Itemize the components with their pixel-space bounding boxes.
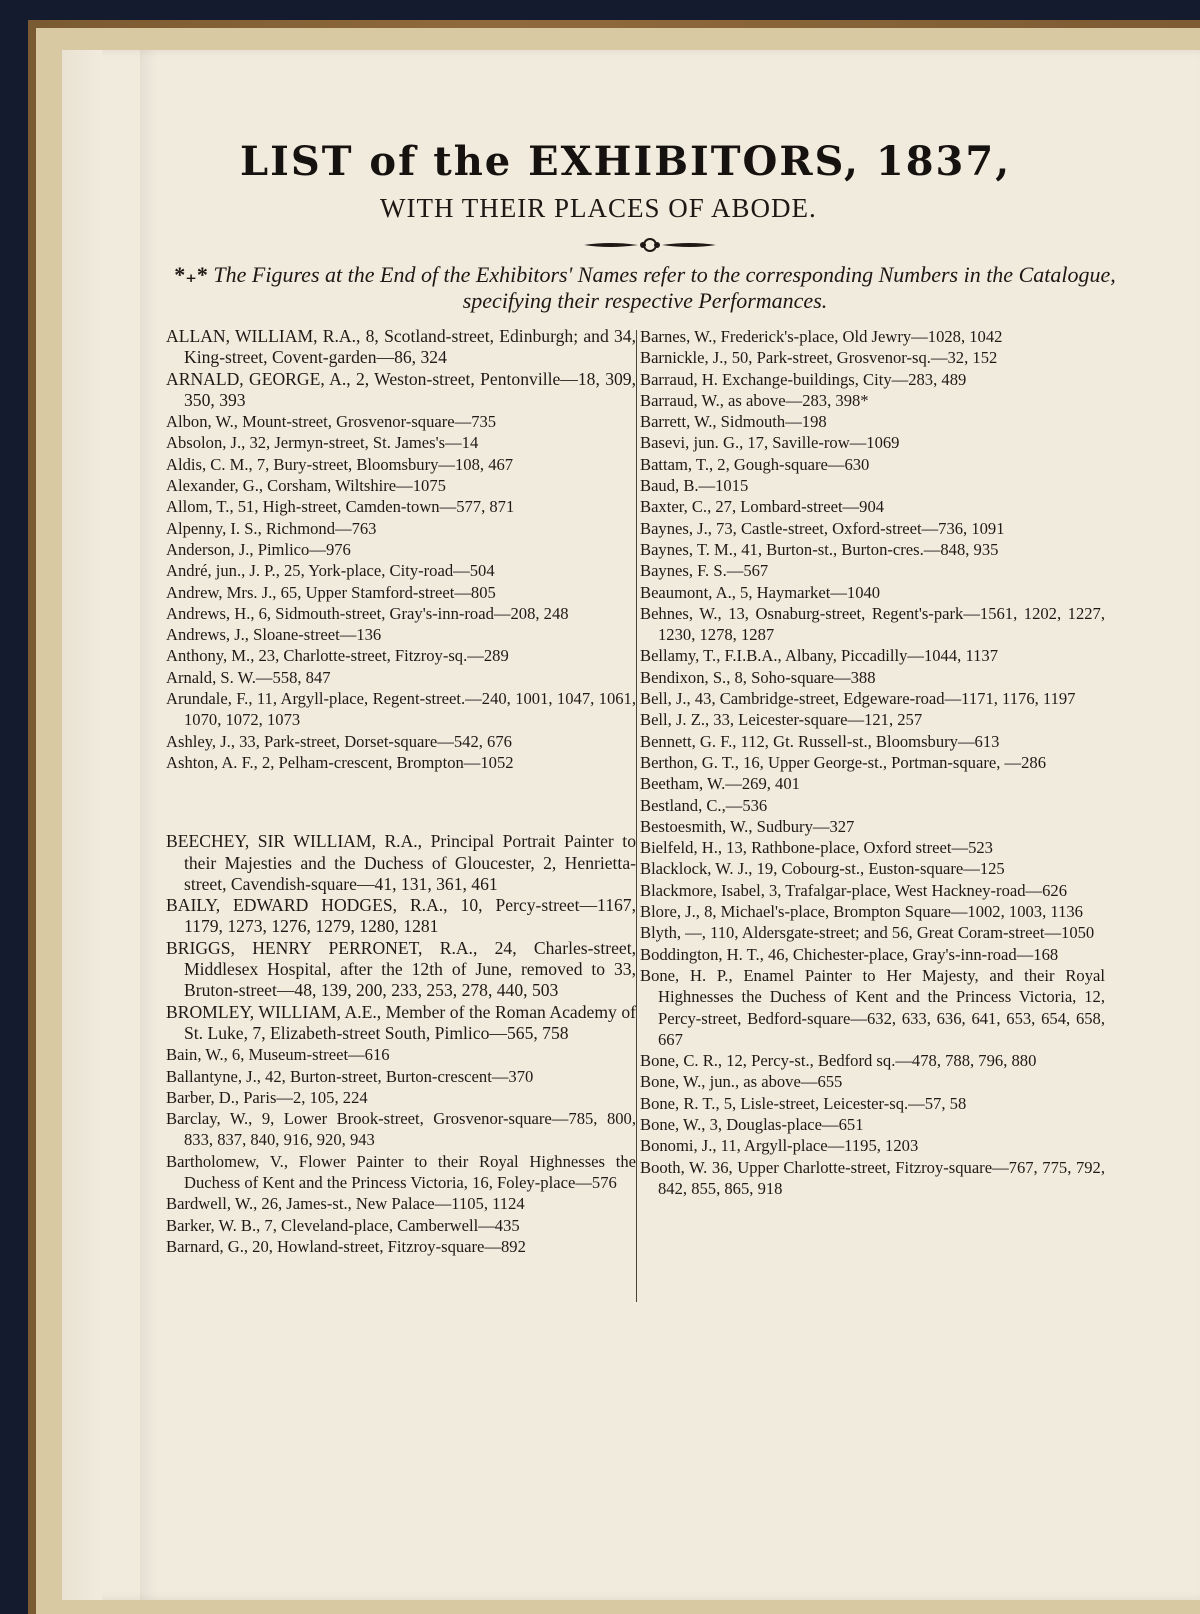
exhibitor-entry: Barclay, W., 9, Lower Brook-street, Grosvenor-square—785, 800, 833, 837, 840, 916, 920, 943 xyxy=(166,1109,636,1150)
exhibitor-entry: Anderson, J., Pimlico—976 xyxy=(166,539,351,559)
exhibitor-entry: Blore, J., 8, Michael's-place, Brompton Square—1002, 1003, 1136 xyxy=(640,902,1083,922)
exhibitor-entry: Bone, R. T., 5, Lisle-street, Leicester-sq.—57, 58 xyxy=(640,1093,967,1113)
exhibitor-entry: Bell, J., 43, Cambridge-street, Edgeware-road—1171, 1176, 1197 xyxy=(640,689,1076,709)
exhibitor-entry: Bielfeld, H., 13, Rathbone-place, Oxford street—523 xyxy=(640,838,993,858)
exhibitor-entry: Beetham, W.—269, 401 xyxy=(640,774,800,794)
ornament-divider-icon xyxy=(580,235,720,255)
left-column xyxy=(166,326,636,1257)
exhibitor-entry: Arundale, F., 11, Argyll-place, Regent-street.—240, 1001, 1047, 1061, 1070, 1072, 1073 xyxy=(166,689,636,730)
exhibitor-entry: Bone, C. R., 12, Percy-st., Bedford sq.—478, 788, 796, 880 xyxy=(640,1051,1037,1071)
exhibitor-entry: ARNALD, GEORGE, A., 2, Weston-street, Pentonville—18, 309, 350, 393 xyxy=(166,368,636,410)
exhibitor-entry: Blyth, —, 110, Aldersgate-street; and 56, Great Coram-street—1050 xyxy=(640,923,1095,943)
exhibitor-entry: Barker, W. B., 7, Cleveland-place, Camberwell—435 xyxy=(166,1215,520,1235)
exhibitor-entry: BAILY, EDWARD HODGES, R.A., 10, Percy-street—1167, 1179, 1273, 1276, 1279, 1280, 1281 xyxy=(166,895,636,937)
exhibitor-entry: Bestoesmith, W., Sudbury—327 xyxy=(640,816,855,836)
exhibitor-entry: Absolon, J., 32, Jermyn-street, St. James's—14 xyxy=(166,433,479,453)
exhibitor-entry: Barrett, W., Sidmouth—198 xyxy=(640,412,827,432)
exhibitor-entry: Berthon, G. T., 16, Upper George-st., Portman-square, —286 xyxy=(640,752,1047,772)
exhibitor-entry: Bestland, C.,—536 xyxy=(640,795,768,815)
exhibitor-group-a xyxy=(166,326,636,773)
exhibitor-entry: Barnickle, J., 50, Park-street, Grosvenor-sq.—32, 152 xyxy=(640,348,998,368)
exhibitor-entry: Andrews, J., Sloane-street—136 xyxy=(166,625,382,645)
exhibitor-entry: Baynes, F. S.—567 xyxy=(640,561,769,581)
catalogue-note xyxy=(150,262,1140,314)
exhibitor-entry: André, jun., J. P., 25, York-place, City-road—504 xyxy=(166,561,495,581)
exhibitor-entry: Barraud, H. Exchange-buildings, City—283, 489 xyxy=(640,369,967,389)
exhibitor-entry: Battam, T., 2, Gough-square—630 xyxy=(640,454,870,474)
right-column xyxy=(640,326,1105,1199)
exhibitor-entry: Bennett, G. F., 112, Gt. Russell-st., Bloomsbury—613 xyxy=(640,731,1000,751)
exhibitor-entry: Ashley, J., 33, Park-street, Dorset-square—542, 676 xyxy=(166,731,512,751)
note-text: The Figures at the End of the Exhibitors' Names refer to the corresponding Numbers in the Catalogue, specifying their respective Performances. xyxy=(213,262,1116,313)
exhibitor-entry: Baynes, T. M., 41, Burton-st., Burton-cres.—848, 935 xyxy=(640,539,999,559)
exhibitor-entry: Bell, J. Z., 33, Leicester-square—121, 257 xyxy=(640,710,923,730)
exhibitor-entry: Barnard, G., 20, Howland-street, Fitzroy-square—892 xyxy=(166,1236,526,1256)
page-gutter xyxy=(62,50,102,1600)
exhibitor-entry: Bone, W., jun., as above—655 xyxy=(640,1072,843,1092)
exhibitor-entry: Bartholomew, V., Flower Painter to their Royal Highnesses the Duchess of Kent and the Princess Victoria, 16, Foley-place—576 xyxy=(166,1151,636,1192)
exhibitor-entry: Baud, B.—1015 xyxy=(640,476,749,496)
exhibitor-entry: Blacklock, W. J., 19, Cobourg-st., Euston-square—125 xyxy=(640,859,1005,879)
exhibitor-entry: Behnes, W., 13, Osnaburg-street, Regent's-park—1561, 1202, 1227, 1230, 1278, 1287 xyxy=(640,603,1105,645)
exhibitor-entry: Ballantyne, J., 42, Burton-street, Burton-crescent—370 xyxy=(166,1066,534,1086)
exhibitor-entry: Bendixon, S., 8, Soho-square—388 xyxy=(640,667,876,687)
exhibitor-entry: Bone, H. P., Enamel Painter to Her Majesty, and their Royal Highnesses the Duchess of Kent and the Princess Victoria, 12, Percy-street, Bedford-square—632, 633, 636, 641, 653, 654, 658, 667 xyxy=(640,965,1105,1049)
exhibitor-entry: Andrews, H., 6, Sidmouth-street, Gray's-inn-road—208, 248 xyxy=(166,603,569,623)
note-asterisks: *₊* xyxy=(174,262,208,287)
exhibitor-group-b xyxy=(166,831,636,1257)
exhibitor-entry: Barber, D., Paris—2, 105, 224 xyxy=(166,1087,368,1107)
exhibitor-entry: Allom, T., 51, High-street, Camden-town—577, 871 xyxy=(166,497,515,517)
exhibitor-entry: BEECHEY, SIR WILLIAM, R.A., Principal Portrait Painter to their Majesties and the Duchess of Gloucester, 2, Henrietta-street, Cavendish-square—41, 131, 361, 461 xyxy=(166,831,636,894)
exhibitor-entry: Anthony, M., 23, Charlotte-street, Fitzroy-sq.—289 xyxy=(166,646,509,666)
exhibitor-entry: Beaumont, A., 5, Haymarket—1040 xyxy=(640,582,881,602)
exhibitor-entry: Alpenny, I. S., Richmond—763 xyxy=(166,518,377,538)
page-subtitle: WITH THEIR PLACES OF ABODE. xyxy=(380,193,817,223)
exhibitor-entry: BRIGGS, HENRY PERRONET, R.A., 24, Charles-street, Middlesex Hospital, after the 12th of June, removed to 33, Bruton-street—48, 139, 200, 233, 253, 278, 440, 503 xyxy=(166,937,636,1001)
page-title: LIST of the EXHIBITORS, 1837, xyxy=(240,138,1012,185)
exhibitor-entry: Bardwell, W., 26, James-st., New Palace—1105, 1124 xyxy=(166,1194,525,1214)
exhibitor-entry: Boddington, H. T., 46, Chichester-place, Gray's-inn-road—168 xyxy=(640,944,1059,964)
exhibitor-entry: Baxter, C., 27, Lombard-street—904 xyxy=(640,497,885,517)
exhibitor-entry: ALLAN, WILLIAM, R.A., 8, Scotland-street, Edinburgh; and 34, King-street, Covent-garden—86, 324 xyxy=(166,326,636,368)
exhibitor-entry: Baynes, J., 73, Castle-street, Oxford-street—736, 1091 xyxy=(640,518,1005,538)
exhibitor-entry: Aldis, C. M., 7, Bury-street, Bloomsbury—108, 467 xyxy=(166,454,514,474)
exhibitor-entry: Barraud, W., as above—283, 398* xyxy=(640,390,869,410)
exhibitor-entry: Bonomi, J., 11, Argyll-place—1195, 1203 xyxy=(640,1136,919,1156)
column-divider xyxy=(636,330,637,1302)
exhibitor-entry: Blackmore, Isabel, 3, Trafalgar-place, West Hackney-road—626 xyxy=(640,880,1068,900)
exhibitor-entry: Bone, W., 3, Douglas-place—651 xyxy=(640,1114,864,1134)
exhibitor-entry: Alexander, G., Corsham, Wiltshire—1075 xyxy=(166,476,446,496)
exhibitor-entry: Bain, W., 6, Museum-street—616 xyxy=(166,1045,390,1065)
exhibitor-entry: Arnald, S. W.—558, 847 xyxy=(166,667,331,687)
exhibitor-entry: Booth, W. 36, Upper Charlotte-street, Fitzroy-square—767, 775, 792, 842, 855, 865, 918 xyxy=(640,1157,1105,1198)
exhibitor-entry: Bellamy, T., F.I.B.A., Albany, Piccadilly—1044, 1137 xyxy=(640,646,999,666)
exhibitor-entry: Ashton, A. F., 2, Pelham-crescent, Brompton—1052 xyxy=(166,752,514,772)
exhibitor-entry: BROMLEY, WILLIAM, A.E., Member of the Roman Academy of St. Luke, 7, Elizabeth-street South, Pimlico—565, 758 xyxy=(166,1001,636,1043)
exhibitor-entry: Basevi, jun. G., 17, Saville-row—1069 xyxy=(640,433,900,453)
exhibitor-entry: Barnes, W., Frederick's-place, Old Jewry—1028, 1042 xyxy=(640,327,1003,346)
section-gap xyxy=(166,773,636,831)
exhibitor-entry: Andrew, Mrs. J., 65, Upper Stamford-street—805 xyxy=(166,582,496,602)
exhibitor-entry: Albon, W., Mount-street, Grosvenor-square—735 xyxy=(166,412,497,432)
